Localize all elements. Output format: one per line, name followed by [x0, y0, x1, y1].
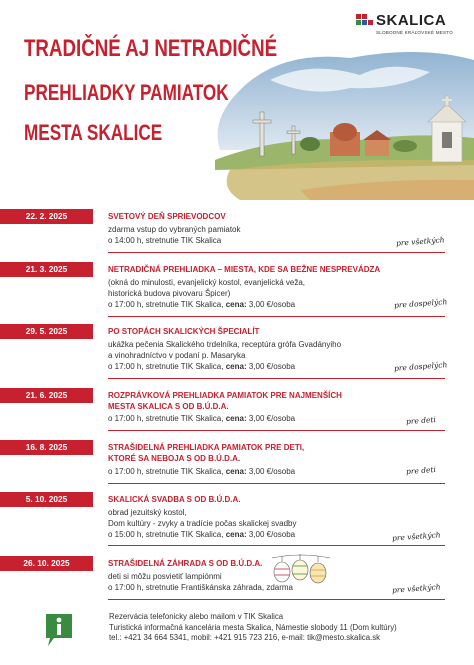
divider: [108, 545, 445, 546]
event-description-line: Dom kultúry - zvyky a tradície počas skalickej svadby: [108, 519, 297, 528]
audience-tag: pre dospelých: [393, 360, 448, 373]
divider: [108, 599, 445, 600]
audience-tag: pre deti: [405, 464, 437, 477]
audience-tag: pre deti: [405, 414, 437, 427]
audience-tag: pre všetkých: [395, 235, 445, 248]
town-watercolor-illustration: [200, 40, 474, 200]
event-date: 5. 10. 2025: [0, 492, 93, 507]
divider: [108, 430, 445, 431]
event-time-price: o 17:00 h, stretnutie TIK Skalica, cena: 3,00 €/osoba: [108, 414, 296, 423]
event-title: SVETOVÝ DEŇ SPRIEVODCOV: [108, 212, 226, 221]
page-title-line-2: PREHLIADKY PAMIATOK: [24, 80, 229, 105]
event-description-line: o 17:00 h, stretnutie Františkánska záhrada, zdarma: [108, 583, 293, 592]
lanterns-illustration-icon: [270, 552, 332, 592]
event-title: SKALICKÁ SVADBA S OD B.Ú.D.A.: [108, 495, 241, 504]
event-description-line: historická budova pivovaru Špicer): [108, 289, 231, 298]
contact-info: [109, 612, 397, 644]
footer-line: Rezervácia telefonicky alebo mailom v TIK Skalica: [109, 612, 284, 621]
divider: [108, 316, 445, 317]
page-title-line-3: MESTA SKALICE: [24, 120, 163, 145]
skalica-logo: [356, 12, 464, 38]
audience-tag: pre dospelých: [393, 297, 448, 310]
event-title: STRAŠIDELNÁ ZÁHRADA S OD B.Ú.D.A.: [108, 559, 263, 568]
event-date: 21. 6. 2025: [0, 388, 93, 403]
event-title: PO STOPÁCH SKALICKÝCH ŠPECIALÍT: [108, 327, 260, 336]
event-time-price: o 15:00 h, stretnutie TIK Skalica, cena: 3,00 €/osoba: [108, 530, 296, 539]
skalica-logo-mark-icon: [356, 14, 376, 28]
event-title: KTORÉ SA NEBOJA S OD B.Ú.D.A.: [108, 454, 241, 463]
event-date: 16. 8. 2025: [0, 440, 93, 455]
divider: [108, 378, 445, 379]
info-icon: [44, 612, 74, 648]
event-title: STRAŠIDELNÁ PREHLIADKA PAMIATOK PRE DETI,: [108, 443, 305, 452]
event-date: 21. 3. 2025: [0, 262, 93, 277]
audience-tag: pre všetkých: [391, 530, 441, 543]
divider: [108, 483, 445, 484]
event-date: 22. 2. 2025: [0, 209, 93, 224]
event-description-line: deti si môžu posvietiť lampiónmi: [108, 572, 222, 581]
event-title: ROZPRÁVKOVÁ PREHLIADKA PAMIATOK PRE NAJMENŠÍCH: [108, 391, 342, 400]
event-description-line: zdarma vstup do vybraných pamiatok: [108, 225, 241, 234]
event-title: NETRADIČNÁ PREHLIADKA – MIESTA, KDE SA BEŽNE NESPREVÁDZA: [108, 265, 381, 274]
logo-name: SKALICA: [376, 12, 447, 29]
event-title: MESTA SKALICA S OD B.Ú.D.A.: [108, 402, 229, 411]
event-time-price: o 17:00 h, stretnutie TIK Skalica, cena: 3,00 €/osoba: [108, 362, 296, 371]
page-title-line-1: TRADIČNÉ AJ NETRADIČNÉ: [24, 35, 278, 62]
event-date: 29. 5. 2025: [0, 324, 93, 339]
event-date: 26. 10. 2025: [0, 556, 93, 571]
event-description-line: o 14:00 h, stretnutie TIK Skalica: [108, 236, 222, 245]
logo-subtitle: SLOBODNÉ KRÁĽOVSKÉ MESTO: [376, 30, 453, 35]
event-description-line: obrad jezuitský kostol,: [108, 508, 187, 517]
footer-line: tel.: +421 34 664 5341, mobil: +421 915 723 216, e-mail: tik@mesto.skalica.sk: [109, 633, 381, 642]
divider: [108, 252, 445, 253]
event-time-price: o 17:00 h, stretnutie TIK Skalica, cena: 3,00 €/osoba: [108, 467, 296, 476]
event-description-line: a vinohradníctvo v podaní p. Masaryka: [108, 351, 246, 360]
footer-line: Turistická informačná kancelária mesta Skalica, Námestie slobody 11 (Dom kultúry): [109, 622, 397, 632]
event-description-line: (okná do minulosti, evanjelický kostol, evanjelická veža,: [108, 278, 305, 287]
event-description-line: ukážka pečenia Skalického trdelníka, receptúra grófa Gvadányiho: [108, 340, 342, 349]
audience-tag: pre všetkých: [391, 582, 441, 595]
event-time-price: o 17:00 h, stretnutie TIK Skalica, cena: 3,00 €/osoba: [108, 300, 296, 309]
